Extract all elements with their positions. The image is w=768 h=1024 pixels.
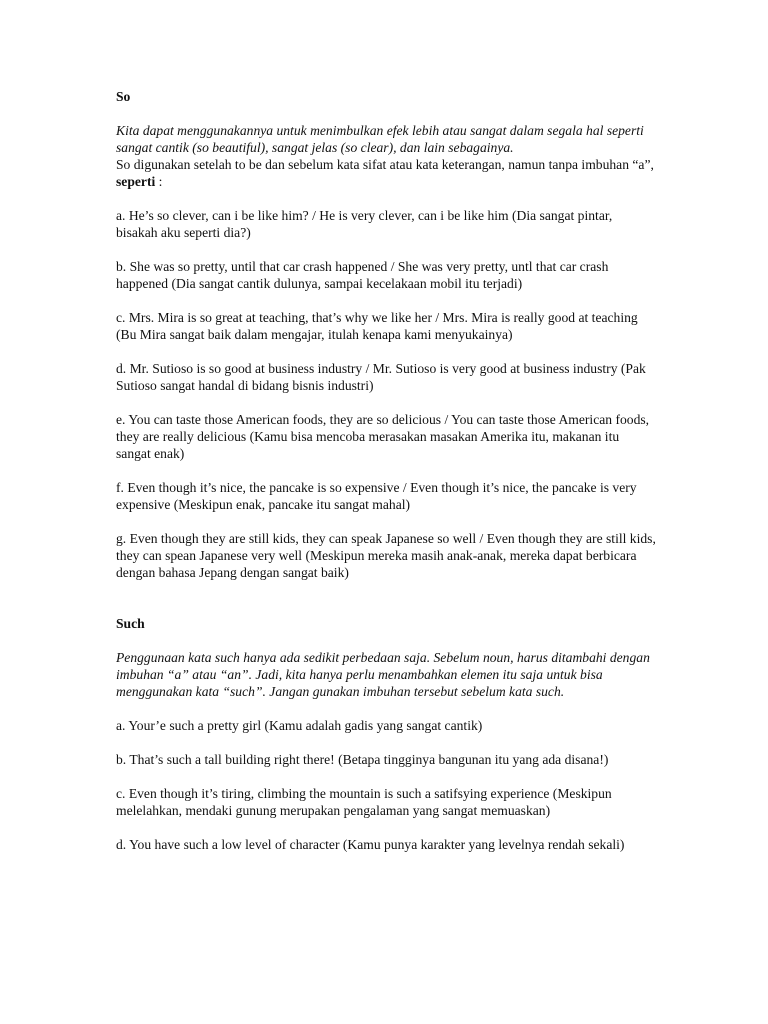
so-example-c: c. Mrs. Mira is so great at teaching, that’s why we like her / Mrs. Mira is really good at teaching (Bu Mira sangat baik dalam mengajar, itulah kenapa kami menyukainya) [116, 310, 638, 342]
such-example-d: d. You have such a low level of character (Kamu punya karakter yang levelnya rendah sekali) [116, 837, 625, 852]
so-example-e: e. You can taste those American foods, they are so delicious / You can taste those American foods, they are really delicious (Kamu bisa mencoba merasakan masakan Amerika itu, makanan itu sangat enak) [116, 412, 650, 461]
spacer [116, 734, 656, 751]
spacer [116, 700, 656, 717]
such-example-a: a. Your’e such a pretty girl (Kamu adalah gadis yang sangat cantik) [116, 718, 483, 733]
document-page [116, 88, 656, 853]
so-heading: So [116, 89, 131, 104]
spacer [116, 343, 656, 360]
spacer [116, 632, 656, 649]
spacer [116, 768, 656, 785]
so-intro [116, 122, 656, 190]
so-example-b: b. She was so pretty, until that car crash happened / She was very pretty, untl that car crash happened (Dia sangat cantik dulunya, sampai kecelakaan mobil itu terjadi) [116, 259, 609, 291]
section-spacer [116, 581, 656, 615]
so-intro-italic: Kita dapat menggunakannya untuk menimbulkan efek lebih atau sangat dalam segala hal seperti sangat cantik (so beautiful), sangat jelas (so clear), dan lain sebagainya. [116, 123, 644, 155]
such-heading: Such [116, 616, 145, 631]
so-example-f: f. Even though it’s nice, the pancake is so expensive / Even though it’s nice, the pancake is very expensive (Meskipun enak, pancake itu sangat mahal) [116, 480, 637, 512]
spacer [116, 241, 656, 258]
so-example-g: g. Even though they are still kids, they can speak Japanese so well / Even though they are still kids, they can spean Japanese very well (Meskipun mereka masih anak-anak, mereka dapat berbicara dengan bahasa Jepang dengan sangat baik) [116, 531, 656, 580]
so-intro-plain: So digunakan setelah to be dan sebelum kata sifat atau kata keterangan, namun tanpa imbuhan “a”, [116, 157, 654, 172]
spacer [116, 190, 656, 207]
so-intro-bold: seperti [116, 174, 156, 189]
spacer [116, 394, 656, 411]
so-example-d: d. Mr. Sutioso is so good at business industry / Mr. Sutioso is very good at business industry (Pak Sutioso sangat handal di bidang bisnis industri) [116, 361, 646, 393]
spacer [116, 105, 656, 122]
such-example-b: b. That’s such a tall building right there! (Betapa tingginya bangunan itu yang ada disana!) [116, 752, 609, 767]
such-intro [116, 649, 656, 700]
so-example-a: a. He’s so clever, can i be like him? / He is very clever, can i be like him (Dia sangat pintar, bisakah aku seperti dia?) [116, 208, 613, 240]
spacer [116, 462, 656, 479]
so-intro-colon: : [155, 174, 163, 189]
such-example-c: c. Even though it’s tiring, climbing the mountain is such a satifsying experience (Meskipun melelahkan, mendaki gunung merupakan pengalaman yang sangat memuaskan) [116, 786, 612, 818]
spacer [116, 819, 656, 836]
spacer [116, 292, 656, 309]
such-intro-italic: Penggunaan kata such hanya ada sedikit perbedaan saja. Sebelum noun, harus ditambahi dengan imbuhan “a” atau “an”. Jadi, kita hanya perlu menambahkan elemen itu saja untuk bisa menggunakan kata “such”. Jangan gunakan imbuhan tersebut sebelum kata such. [116, 650, 650, 699]
spacer [116, 513, 656, 530]
